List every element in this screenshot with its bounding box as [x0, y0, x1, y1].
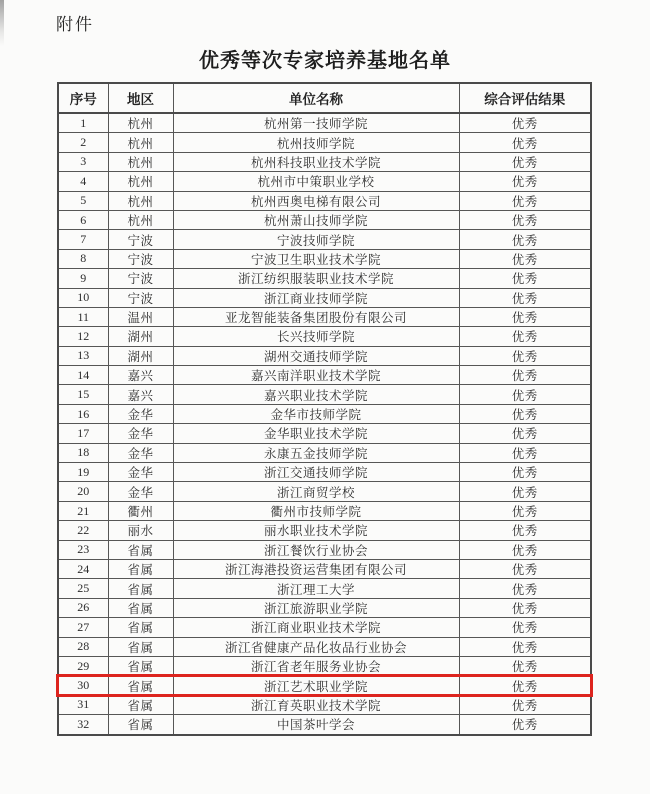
cell-result: 优秀 — [459, 637, 591, 656]
cell-index: 3 — [58, 152, 108, 171]
cell-name: 长兴技师学院 — [173, 327, 459, 346]
cell-result: 优秀 — [459, 443, 591, 462]
table-row — [58, 424, 591, 443]
cell-region: 省属 — [108, 618, 173, 637]
cell-result: 优秀 — [459, 695, 591, 714]
cell-result: 优秀 — [459, 172, 591, 191]
cell-region: 省属 — [108, 676, 173, 695]
cell-result: 优秀 — [459, 191, 591, 210]
cell-index: 21 — [58, 501, 108, 520]
table-row — [58, 269, 591, 288]
cell-region: 温州 — [108, 307, 173, 326]
cell-region: 省属 — [108, 559, 173, 578]
cell-index: 5 — [58, 191, 108, 210]
cell-result: 优秀 — [459, 249, 591, 268]
cell-name: 亚龙智能装备集团股份有限公司 — [173, 307, 459, 326]
cell-name: 浙江海港投资运营集团有限公司 — [173, 559, 459, 578]
cell-result: 优秀 — [459, 618, 591, 637]
cell-index: 32 — [58, 715, 108, 735]
cell-index: 7 — [58, 230, 108, 249]
table-row — [58, 540, 591, 559]
table-row — [58, 113, 591, 133]
cell-name: 浙江交通技师学院 — [173, 463, 459, 482]
cell-region: 杭州 — [108, 172, 173, 191]
cell-result: 优秀 — [459, 404, 591, 423]
cell-result: 优秀 — [459, 676, 591, 695]
cell-result: 优秀 — [459, 521, 591, 540]
table-row — [58, 152, 591, 171]
cell-region: 湖州 — [108, 327, 173, 346]
cell-region: 省属 — [108, 637, 173, 656]
cell-result: 优秀 — [459, 366, 591, 385]
cell-name: 宁波卫生职业技术学院 — [173, 249, 459, 268]
cell-index: 8 — [58, 249, 108, 268]
cell-result: 优秀 — [459, 327, 591, 346]
table-row — [58, 559, 591, 578]
cell-name: 杭州萧山技师学院 — [173, 210, 459, 229]
cell-region: 湖州 — [108, 346, 173, 365]
cell-result: 优秀 — [459, 230, 591, 249]
data-table — [57, 82, 592, 736]
header-row — [58, 83, 591, 113]
cell-name: 金华职业技术学院 — [173, 424, 459, 443]
table-row — [58, 230, 591, 249]
cell-result: 优秀 — [459, 463, 591, 482]
cell-index: 24 — [58, 559, 108, 578]
cell-result: 优秀 — [459, 715, 591, 735]
cell-name: 浙江艺术职业学院 — [173, 676, 459, 695]
cell-region: 省属 — [108, 540, 173, 559]
cell-region: 宁波 — [108, 288, 173, 307]
cell-region: 省属 — [108, 695, 173, 714]
cell-index: 19 — [58, 463, 108, 482]
cell-result: 优秀 — [459, 598, 591, 617]
training-base-table — [57, 82, 590, 736]
cell-region: 省属 — [108, 579, 173, 598]
cell-index: 13 — [58, 346, 108, 365]
cell-index: 12 — [58, 327, 108, 346]
cell-index: 15 — [58, 385, 108, 404]
cell-name: 湖州交通技师学院 — [173, 346, 459, 365]
table-row — [58, 133, 591, 152]
cell-name: 丽水职业技术学院 — [173, 521, 459, 540]
header-region: 地区 — [108, 83, 173, 113]
table-row — [58, 521, 591, 540]
cell-region: 嘉兴 — [108, 385, 173, 404]
cell-result: 优秀 — [459, 307, 591, 326]
cell-name: 杭州科技职业技术学院 — [173, 152, 459, 171]
attachment-label: 附件 — [56, 15, 94, 34]
cell-region: 宁波 — [108, 230, 173, 249]
cell-name: 浙江理工大学 — [173, 579, 459, 598]
table-row — [58, 656, 591, 675]
cell-name: 杭州技师学院 — [173, 133, 459, 152]
cell-index: 25 — [58, 579, 108, 598]
table-row — [58, 366, 591, 385]
cell-index: 2 — [58, 133, 108, 152]
cell-index: 1 — [58, 113, 108, 133]
page-title: 优秀等次专家培养基地名单 — [199, 50, 451, 72]
cell-index: 29 — [58, 656, 108, 675]
cell-result: 优秀 — [459, 346, 591, 365]
cell-region: 宁波 — [108, 269, 173, 288]
header-name: 单位名称 — [173, 83, 459, 113]
cell-region: 省属 — [108, 715, 173, 735]
cell-name: 杭州第一技师学院 — [173, 113, 459, 133]
table-row — [58, 618, 591, 637]
cell-index: 14 — [58, 366, 108, 385]
cell-name: 浙江旅游职业学院 — [173, 598, 459, 617]
cell-name: 中国茶叶学会 — [173, 715, 459, 735]
cell-result: 优秀 — [459, 424, 591, 443]
table-row — [58, 210, 591, 229]
table-row — [58, 463, 591, 482]
cell-index: 18 — [58, 443, 108, 462]
cell-name: 金华市技师学院 — [173, 404, 459, 423]
table-row — [58, 695, 591, 714]
cell-index: 23 — [58, 540, 108, 559]
cell-name: 嘉兴南洋职业技术学院 — [173, 366, 459, 385]
table-header — [58, 83, 591, 113]
cell-result: 优秀 — [459, 385, 591, 404]
scan-artifact — [0, 0, 4, 46]
cell-index: 27 — [58, 618, 108, 637]
cell-region: 杭州 — [108, 133, 173, 152]
cell-name: 永康五金技师学院 — [173, 443, 459, 462]
cell-region: 杭州 — [108, 113, 173, 133]
cell-region: 杭州 — [108, 210, 173, 229]
cell-region: 丽水 — [108, 521, 173, 540]
cell-name: 浙江餐饮行业协会 — [173, 540, 459, 559]
cell-index: 31 — [58, 695, 108, 714]
cell-region: 衢州 — [108, 501, 173, 520]
cell-name: 浙江育英职业技术学院 — [173, 695, 459, 714]
cell-result: 优秀 — [459, 269, 591, 288]
cell-result: 优秀 — [459, 133, 591, 152]
cell-index: 11 — [58, 307, 108, 326]
cell-name: 嘉兴职业技术学院 — [173, 385, 459, 404]
table-row — [58, 385, 591, 404]
cell-result: 优秀 — [459, 501, 591, 520]
table-row — [58, 579, 591, 598]
table-row — [58, 172, 591, 191]
cell-index: 28 — [58, 637, 108, 656]
cell-name: 衢州市技师学院 — [173, 501, 459, 520]
header-no: 序号 — [58, 83, 108, 113]
cell-region: 金华 — [108, 404, 173, 423]
cell-name: 宁波技师学院 — [173, 230, 459, 249]
table-row — [58, 404, 591, 423]
cell-index: 4 — [58, 172, 108, 191]
cell-name: 浙江纺织服装职业技术学院 — [173, 269, 459, 288]
table-row — [58, 482, 591, 501]
cell-region: 杭州 — [108, 152, 173, 171]
cell-region: 金华 — [108, 424, 173, 443]
table-row — [58, 307, 591, 326]
table-row — [58, 715, 591, 735]
table-row — [58, 327, 591, 346]
header-result: 综合评估结果 — [459, 83, 591, 113]
cell-name: 浙江商业职业技术学院 — [173, 618, 459, 637]
cell-result: 优秀 — [459, 152, 591, 171]
cell-name: 杭州市中策职业学校 — [173, 172, 459, 191]
cell-result: 优秀 — [459, 482, 591, 501]
cell-index: 16 — [58, 404, 108, 423]
table-row — [58, 443, 591, 462]
table-body — [58, 113, 591, 735]
cell-index: 10 — [58, 288, 108, 307]
cell-index: 20 — [58, 482, 108, 501]
cell-region: 省属 — [108, 598, 173, 617]
table-row — [58, 249, 591, 268]
cell-region: 省属 — [108, 656, 173, 675]
cell-result: 优秀 — [459, 559, 591, 578]
table-row — [58, 288, 591, 307]
cell-region: 嘉兴 — [108, 366, 173, 385]
cell-index: 30 — [58, 676, 108, 695]
cell-result: 优秀 — [459, 656, 591, 675]
cell-result: 优秀 — [459, 579, 591, 598]
cell-result: 优秀 — [459, 210, 591, 229]
cell-result: 优秀 — [459, 288, 591, 307]
cell-name: 浙江商贸学校 — [173, 482, 459, 501]
cell-region: 金华 — [108, 443, 173, 462]
cell-result: 优秀 — [459, 540, 591, 559]
cell-name: 杭州西奥电梯有限公司 — [173, 191, 459, 210]
table-row — [58, 346, 591, 365]
cell-index: 26 — [58, 598, 108, 617]
cell-region: 金华 — [108, 482, 173, 501]
table-row — [58, 676, 591, 695]
cell-result: 优秀 — [459, 113, 591, 133]
table-row — [58, 501, 591, 520]
table-row — [58, 191, 591, 210]
cell-name: 浙江商业技师学院 — [173, 288, 459, 307]
table-row — [58, 637, 591, 656]
cell-index: 17 — [58, 424, 108, 443]
cell-region: 金华 — [108, 463, 173, 482]
cell-region: 宁波 — [108, 249, 173, 268]
cell-index: 6 — [58, 210, 108, 229]
cell-index: 22 — [58, 521, 108, 540]
cell-name: 浙江省健康产品化妆品行业协会 — [173, 637, 459, 656]
cell-name: 浙江省老年服务业协会 — [173, 656, 459, 675]
cell-index: 9 — [58, 269, 108, 288]
cell-region: 杭州 — [108, 191, 173, 210]
table-row — [58, 598, 591, 617]
